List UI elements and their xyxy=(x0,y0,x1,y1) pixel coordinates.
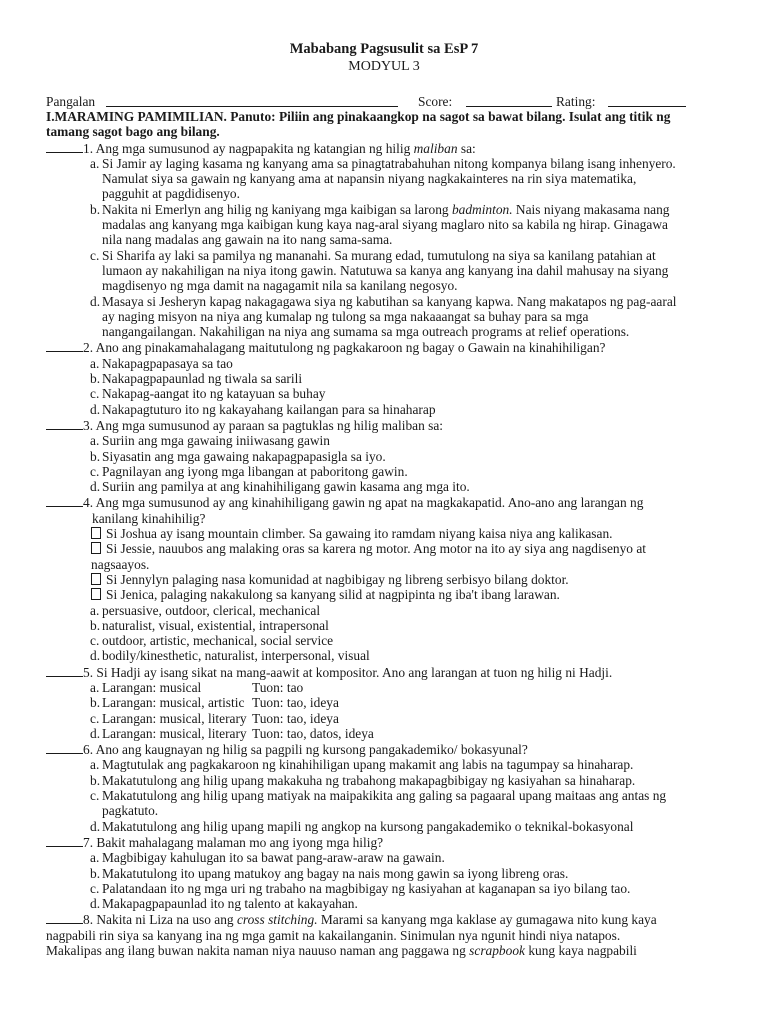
question-7: 7. Bakit mahalagang malaman mo ang iyong mga hilig? xyxy=(46,834,726,850)
score-label: Score: xyxy=(418,94,453,109)
q3-option-c: c. Pagnilayan ang iyong mga libangan at paboritong gawin. xyxy=(90,463,408,479)
checkbox-icon xyxy=(91,527,101,539)
answer-blank-4[interactable] xyxy=(46,494,83,507)
q3-option-a: a. Suriin ang mga gawaing iniiwasang gawin xyxy=(90,433,330,449)
q6-option-c-cont: pagkatuto. xyxy=(102,803,159,819)
q1-option-c-cont: magdisenyo ng mga damit na nagagamit nila sa kanilang negosyo. xyxy=(102,278,458,294)
answer-blank-2[interactable] xyxy=(46,339,83,352)
question-8-cont: nagpabili rin siya sa kanyang ina ng mga gamit na kakailanganin. Sinimulan nya ngunit hindi niya natapos. xyxy=(46,927,621,943)
q1-option-a-cont: pagguhit at pagdidisenyo. xyxy=(102,186,240,202)
q7-option-b: b. Makatutulong ito upang matukoy ang bagay na nais mong gawin sa iyong libreng oras. xyxy=(90,865,569,881)
answer-blank-6[interactable] xyxy=(46,741,83,754)
q1-option-d-cont: nangangailangan. Nakahiligan na niya ang sumama sa mga outreach programs at relief operations. xyxy=(102,324,630,340)
q3-option-d: d. Suriin ang pamilya at ang kinahihiligang gawin kasama ang mga ito. xyxy=(90,479,470,495)
q7-option-a: a. Magbibigay kahulugan ito sa bawat pang-araw-araw na gawain. xyxy=(90,850,445,866)
q4-option-c: c. outdoor, artistic, mechanical, social service xyxy=(90,633,334,649)
checkbox-icon xyxy=(91,542,101,554)
q2-option-b: b. Nakapagpapaunlad ng tiwala sa sarili xyxy=(90,371,303,387)
q1-option-b: b. Nakita ni Emerlyn ang hilig ng kaniyang mga kaibigan sa larong badminton. Nais niyang makasama nang xyxy=(90,201,670,217)
q1-option-a-cont: Namulat siya sa gawain ng kanyang ama at napansin niyang nagkakainteres na rin siya matematika, xyxy=(102,171,637,187)
q1-option-d-cont: ay naging misyon na niya ang kumalap ng tulong sa mga nakaaangat sa buhay para sa mga xyxy=(102,308,589,324)
q2-option-a: a. Nakapagpapasaya sa tao xyxy=(90,355,233,371)
q5-option-a: a. Larangan: musical Tuon: tao xyxy=(90,679,304,695)
instructions-line-1: I.MARAMING PAMIMILIAN. Panuto: Piliin ang pinakaangkop na sagot sa bawat bilang. Isulat ang titik ng xyxy=(46,109,671,124)
question-4-cont: kanilang kinahihilig? xyxy=(92,510,206,526)
q6-option-d: d. Makatutulong ang hilig upang mapili ng angkop na kursong pangakademiko o teknikal-bokasyonal xyxy=(90,818,634,834)
q1-option-b-cont: nila nang madalas ang gawain na ito nang sama-sama. xyxy=(102,232,393,248)
question-8: 8. Nakita ni Liza na uso ang cross stitching. Marami sa kanyang mga kaklase ay gumagawa nito kung kaya xyxy=(46,911,726,927)
checkbox-icon xyxy=(91,573,101,585)
checkbox-icon xyxy=(91,588,101,600)
q6-option-a: a. Magtutulak ang pagkakaroon ng kinahihiligan upang makamit ang labis na tagumpay sa hinaharap. xyxy=(90,757,634,773)
question-6: 6. Ano ang kaugnayan ng hilig sa pagpili ng kursong pangakademiko/ bokasyunal? xyxy=(46,741,726,757)
answer-blank-1[interactable] xyxy=(46,140,83,153)
q1-option-d: d. Masaya si Jesheryn kapag nakagagawa siya ng kabutihan sa kanyang kapwa. Nang makatapos ng pag-aaral xyxy=(90,293,677,309)
q4-item: Si Joshua ay isang mountain climber. Sa gawaing ito ramdam niyang kaisa niya ang kalikasan. xyxy=(46,526,726,541)
q1-option-c: c. Si Sharifa ay laki sa pamilya ng mananahi. Sa murang edad, tumutulong na siya sa kanilang patahian at xyxy=(90,247,656,263)
name-label: Pangalan xyxy=(46,94,96,109)
instructions-line-2: tamang sagot bago ang bilang. xyxy=(46,124,220,140)
exam-title: Mababang Pagsusulit sa EsP 7 xyxy=(289,41,479,57)
student-info-row xyxy=(46,94,726,110)
q7-option-d: d. Makapagpapaunlad ito ng talento at kakayahan. xyxy=(90,896,358,912)
question-5: 5. Si Hadji ay isang sikat na mang-aawit at kompositor. Ano ang larangan at tuon ng hilig ni Hadji. xyxy=(46,664,726,680)
q5-option-c: c. Larangan: musical, literary Tuon: tao, ideya xyxy=(90,710,339,726)
q2-option-c: c. Nakapag-aangat ito ng katayuan sa buhay xyxy=(90,386,326,402)
question-2: 2. Ano ang pinakamahalagang maitutulong ng pagkakaroon ng bagay o Gawain na kinahihiligan? xyxy=(46,339,726,355)
exam-content xyxy=(46,109,726,958)
q1-option-c-cont: lumaon ay nakahiligan na niya itong gawin. Natutuwa sa kanya ang kanyang ina dahil mahusay na siyang xyxy=(102,262,669,278)
question-1: 1. Ang mga sumusunod ay nagpapakita ng katangian ng hilig maliban sa: xyxy=(46,140,726,156)
q4-option-b: b. naturalist, visual, existential, intrapersonal xyxy=(90,617,329,633)
q7-option-c: c. Palatandaan ito ng mga uri ng trabaho na magbibigay ng kasiyahan at kaganapan sa iyo bilang tao. xyxy=(90,880,631,896)
q1-option-a: a. Si Jamir ay laging kasama ng kanyang ama sa pinagtatrabahuhan nitong kompanya bilang isang inhenyero. xyxy=(90,155,676,171)
q6-option-b: b. Makatutulong ang hilig upang makakuha ng trabahong makapagbibigay ng kasiyahan sa hinaharap. xyxy=(90,772,636,788)
q5-option-d: d. Larangan: musical, literary Tuon: tao, datos, ideya xyxy=(90,725,374,741)
q4-item: Si Jennylyn palaging nasa komunidad at nagbibigay ng libreng serbisyo bilang doktor. xyxy=(46,572,726,587)
q4-option-d: d. bodily/kinesthetic, naturalist, interpersonal, visual xyxy=(90,648,370,664)
answer-blank-7[interactable] xyxy=(46,834,83,847)
title-block xyxy=(0,40,768,75)
q2-option-d: d. Nakapagtuturo ito ng kakayahang kailangan para sa hinaharap xyxy=(90,401,436,417)
answer-blank-5[interactable] xyxy=(46,664,83,677)
answer-blank-3[interactable] xyxy=(46,417,83,430)
q3-option-b: b. Siyasatin ang mga gawaing nakapagpapasigla sa iyo. xyxy=(90,448,386,464)
q4-item: Si Jenica, palaging nakakulong sa kanyang silid at nagpipinta ng iba't ibang larawan. xyxy=(46,587,726,602)
question-3: 3. Ang mga sumusunod ay paraan sa pagtuklas ng hilig maliban sa: xyxy=(46,417,726,433)
q1-option-b-cont: madalas ang kanyang mga kaibigan kung kaya nag-aral siyang maglaro nito sa kabila ng hirap. Ginagawa xyxy=(102,217,668,233)
q4-item: Si Jessie, nauubos ang malaking oras sa karera ng motor. Ang motor na ito ay siya ang nagdisenyo at xyxy=(46,541,726,556)
q4-option-a: a. persuasive, outdoor, clerical, mechanical xyxy=(90,602,321,618)
rating-label: Rating: xyxy=(556,94,596,109)
q5-option-b: b. Larangan: musical, artistic Tuon: tao, ideya xyxy=(90,695,339,711)
answer-blank-8[interactable] xyxy=(46,911,83,924)
question-4: 4. Ang mga sumusunod ay ang kinahihiligang gawin ng apat na magkakapatid. Ano-ano ang larangan ng xyxy=(46,494,726,510)
question-8-cont: Makalipas ang ilang buwan nakita naman niya nauuso naman ang paggawa ng scrapbook kung kaya nagpabili xyxy=(46,943,637,959)
q6-option-c: c. Makatutulong ang hilig upang matiyak na maipakikita ang galing sa pagaaral upang maitaas ang antas ng xyxy=(90,788,667,804)
module-subtitle: MODYUL 3 xyxy=(348,59,420,74)
q4-item-cont: nagsaayos. xyxy=(91,556,150,572)
